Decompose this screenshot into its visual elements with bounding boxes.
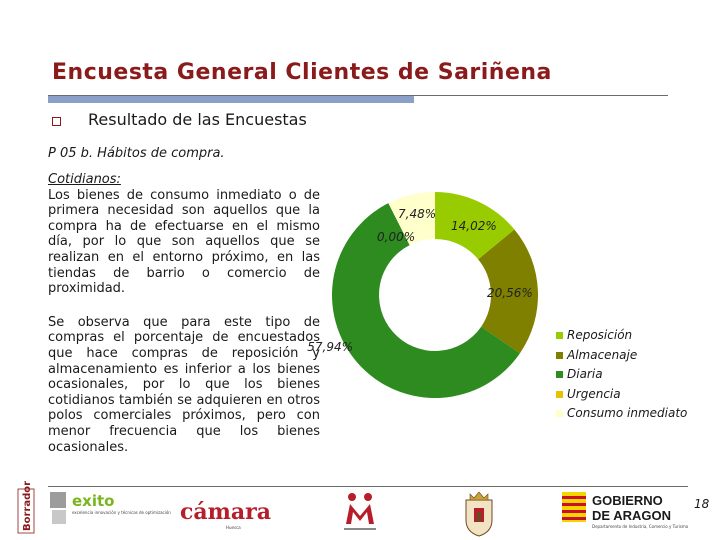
borrador-stamp: [17, 480, 35, 534]
body-text: [48, 172, 320, 455]
page-title: Encuesta General Clientes de Sariñena: [52, 60, 552, 85]
question-label: P 05 b. Hábitos de compra.: [48, 146, 225, 161]
body-heading: Cotidianos:: [48, 172, 121, 187]
legend-swatch: [556, 410, 563, 417]
legend-label: Urgencia: [567, 386, 621, 401]
data-label-almacenaje: 20,56%: [487, 286, 533, 300]
chart-legend: [556, 326, 687, 424]
legend-label: Almacenaje: [567, 347, 638, 362]
bullet-square-icon: [52, 117, 61, 126]
legend-swatch: [556, 332, 563, 339]
exito-logo: [48, 490, 171, 534]
exito-logo-subtitle: excelencia innovación y técnicas de optimización: [72, 510, 171, 515]
aragon-logo-subtitle: Departamento de Industria, Comercio y Turismo: [592, 524, 689, 529]
legend-label: Diaria: [567, 367, 603, 381]
legend-item-reposición: [556, 326, 687, 346]
legend-item-urgencia: [556, 385, 687, 405]
legend-swatch: [556, 371, 563, 378]
title-accent-bar: [48, 96, 414, 103]
legend-swatch: [556, 352, 563, 359]
camara-logo-text: cámara: [180, 499, 272, 525]
data-label-urgencia: 0,00%: [377, 230, 416, 244]
legend-item-consumo-inmediato: [556, 404, 687, 424]
legend-label: Consumo inmediato: [567, 406, 688, 420]
exito-logo-text: exito: [72, 492, 115, 510]
section-subtitle: Resultado de las Encuestas: [88, 110, 307, 129]
municipal-crest-icon: [460, 490, 498, 538]
body-paragraph-2: Se observa que para este tipo de compras el porcentaje de encuestados que hace compras de reposición y almacenamiento es inferior a los bienes ocasionales, por lo que los bienes cotidianos también se adquieren en otros polos comerciales próximos, pero con menor frecuencia que los bienes ocasionales.: [48, 314, 320, 455]
legend-item-diaria: [556, 365, 687, 385]
page-number: 18: [694, 497, 710, 511]
data-label-diaria: 57,94%: [307, 340, 353, 354]
monegros-logo: [340, 490, 380, 536]
footer-divider: [48, 486, 688, 487]
legend-swatch: [556, 391, 563, 398]
legend-item-almacenaje: [556, 346, 687, 366]
aragon-logo-line2: DE ARAGON: [592, 508, 671, 523]
borrador-text: Borrador: [22, 480, 33, 531]
body-paragraph-1: Los bienes de consumo inmediato o de primera necesidad son aquellos que la compra ha de efectuarse en el mismo día, por lo que son aquellos que se realizan en el entorno próximo, en las tiendas de barrio o comercio de proximidad.: [48, 187, 320, 297]
camara-logo-subtitle: Huesca: [226, 525, 241, 530]
camara-logo: [178, 493, 280, 533]
data-label-reposición: 14,02%: [451, 219, 497, 233]
gobierno-aragon-logo: [560, 490, 690, 534]
data-label-consumo-inmediato: 7,48%: [398, 207, 437, 221]
legend-label: Reposición: [567, 328, 633, 342]
aragon-logo-line1: GOBIERNO: [592, 493, 663, 508]
